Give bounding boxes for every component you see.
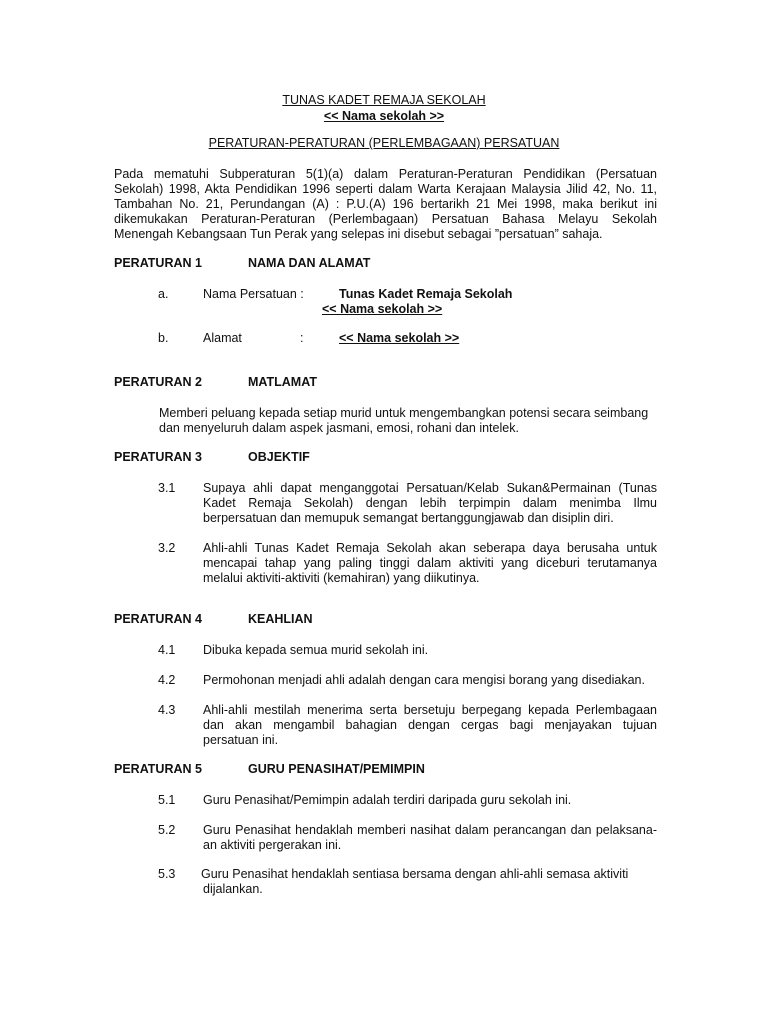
peraturan-4-title: KEAHLIAN	[248, 612, 313, 626]
matlamat-line: dan menyeluruh dalam aspek jasmani, emosi, rohani dan intelek.	[159, 421, 519, 435]
item-number: 5.2	[158, 823, 176, 837]
list-item	[203, 541, 657, 586]
school-name-placeholder: << Nama sekolah >>	[323, 109, 445, 123]
item-number: 4.2	[158, 673, 176, 687]
peraturan-4-label: PERATURAN 4	[114, 612, 202, 626]
list-item	[201, 867, 655, 897]
peraturan-1-title: NAMA DAN ALAMAT	[248, 256, 371, 270]
item-line: berpersatuan dan memupuk semangat bertanggungjawab dan disiplin diri.	[203, 511, 614, 525]
item-a-label: Nama Persatuan :	[203, 287, 304, 301]
matlamat-line: Memberi peluang kepada setiap murid untuk mengembangkan potensi secara seimbang	[159, 406, 649, 420]
intro-line: Menengah Kebangsaan Tun Perak yang selepas ini disebut sebagai ”persatuan” sahaja.	[114, 227, 603, 241]
intro-paragraph	[114, 167, 657, 242]
intro-line: Pada mematuhi Subperaturan 5(1)(a) dalam Peraturan-Peraturan Pendidikan (Persatuan	[114, 167, 657, 181]
item-line: Kadet Remaja Sekolah) dengan lebih terpimpin dalam menimba Ilmu	[203, 496, 657, 510]
item-line: Dibuka kepada semua murid sekolah ini.	[203, 643, 429, 657]
item-number: 4.1	[158, 643, 176, 657]
list-item	[203, 643, 657, 658]
item-line: Permohonan menjadi ahli adalah dengan cara mengisi borang yang disediakan.	[203, 673, 645, 687]
list-item	[203, 823, 657, 853]
item-line: Ahli-ahli Tunas Kadet Remaja Sekolah akan seberapa daya berusaha untuk	[203, 541, 657, 555]
item-number: 3.1	[158, 481, 176, 495]
peraturan-3-label: PERATURAN 3	[114, 450, 202, 464]
peraturan-5-label: PERATURAN 5	[114, 762, 202, 776]
intro-line: Tambahan No. 21, Perundangan (A) : P.U.(A) 196 bertarikh 21 Mei 1998, maka berikut ini	[114, 197, 657, 211]
list-item	[203, 673, 657, 688]
item-line: Guru Penasihat hendaklah sentiasa bersama dengan ahli-ahli semasa aktiviti	[201, 867, 629, 881]
peraturan-5-title: GURU PENASIHAT/PEMIMPIN	[248, 762, 425, 776]
list-item	[203, 481, 657, 526]
peraturan-2-label: PERATURAN 2	[114, 375, 202, 389]
item-line: mencapai tahap yang paling tinggi dalam aktiviti yang diceburi terutamanya	[203, 556, 657, 570]
peraturan-2-title: MATLAMAT	[248, 375, 317, 389]
item-b-letter: b.	[158, 331, 169, 345]
intro-line: Sekolah) 1998, Akta Pendidikan 1996 seperti dalam Warta Kerajaan Malaysia Jilid 42, No. 11,	[114, 182, 657, 196]
item-number: 4.3	[158, 703, 176, 717]
list-item	[203, 793, 657, 808]
peraturan-1-label: PERATURAN 1	[114, 256, 202, 270]
item-a-letter: a.	[158, 287, 169, 301]
item-line: Guru Penasihat hendaklah memberi nasihat dalam perancangan dan pelaksana-	[203, 823, 657, 837]
list-item	[203, 703, 657, 748]
item-line: dan akan mengambil bahagian dengan cergas bagi menjayakan tujuan	[203, 718, 657, 732]
document-subtitle: PERATURAN-PERATURAN (PERLEMBAGAAN) PERSATUAN	[208, 136, 560, 150]
item-b-value: << Nama sekolah >>	[339, 331, 460, 345]
item-line: persatuan ini.	[203, 733, 279, 747]
item-line: an aktiviti pergerakan ini.	[203, 838, 342, 852]
item-line: dijalankan.	[203, 882, 263, 896]
item-number: 5.1	[158, 793, 176, 807]
matlamat-paragraph	[159, 406, 657, 436]
item-a-value-school: << Nama sekolah >>	[322, 302, 443, 316]
item-a-value: Tunas Kadet Remaja Sekolah	[339, 287, 513, 301]
item-line: Guru Penasihat/Pemimpin adalah terdiri daripada guru sekolah ini.	[203, 793, 572, 807]
item-number: 5.3	[158, 867, 176, 881]
item-line: Supaya ahli dapat menganggotai Persatuan/Kelab Sukan&Permainan (Tunas	[203, 481, 657, 495]
intro-line: dikemukakan Peraturan-Peraturan (Perlembagaan) Persatuan Bahasa Melayu Sekolah	[114, 212, 657, 226]
item-b-label: Alamat	[203, 331, 242, 345]
item-line: melalui aktiviti-aktiviti (kemahiran) yang diikutinya.	[203, 571, 480, 585]
document-title: TUNAS KADET REMAJA SEKOLAH	[282, 93, 486, 107]
item-b-colon: :	[300, 331, 304, 345]
item-line: Ahli-ahli mestilah menerima serta bersetuju berpegang kepada Perlembagaan	[203, 703, 657, 717]
peraturan-3-title: OBJEKTIF	[248, 450, 310, 464]
item-number: 3.2	[158, 541, 176, 555]
